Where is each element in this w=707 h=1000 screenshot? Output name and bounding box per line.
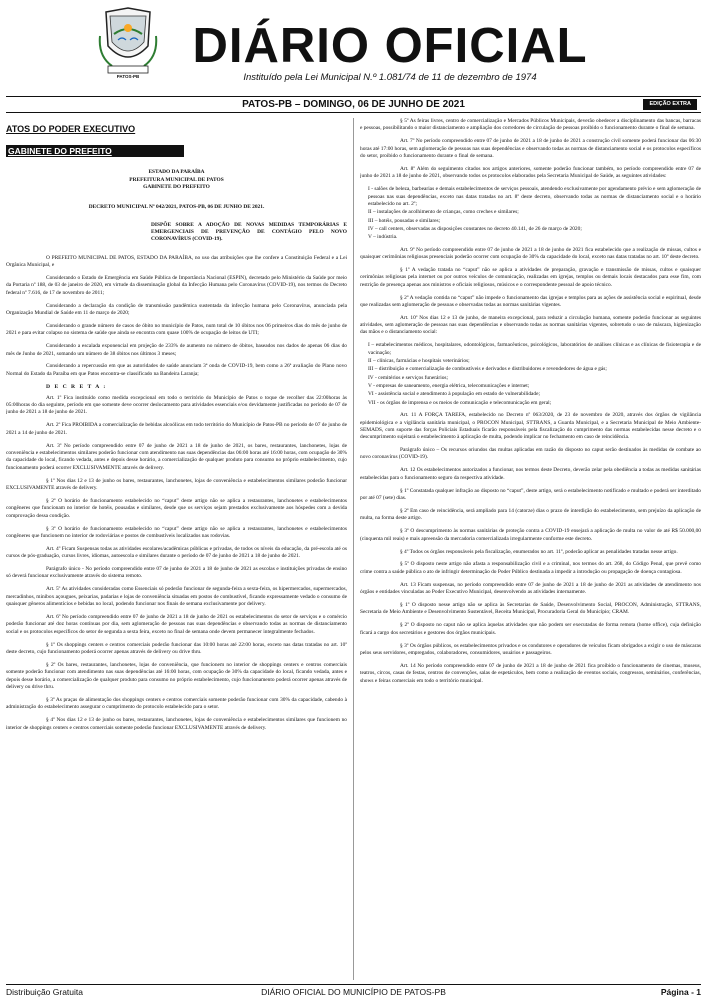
list-item: III – hotéis, pousadas e similares; (368, 217, 441, 224)
list-item: V – indústria. (368, 234, 398, 241)
article: Art. 7º No período compreendido entre 07 de junho de 2021 a 18 de junho de 2021 a construção civil somente poderá funcionar das 06:30 horas até 17:00 horas, sem aglomeração de pessoas nas suas dependências e observando todas as normas de distanciamento social e os protocolos específicos do setor, proibido o funcionamento durante o final de semana. (360, 138, 701, 159)
state-name: ESTADO DA PARAÍBA (148, 169, 205, 175)
article: § 2º Os bares, restaurantes, lanchonetes, lojas de conveniência, que funcionem no interior de shoppings centers e centros comerciais somente poderão funcionar com atendimento nas suas dependências até 16:00 horas, com ocupação de 30% da capacidade do local, ficando vedada, antes e depois desse horário, a comercialização de qualquer produto para consumo no próprio estabelecimento, cujo funcionamento poderá ocorrer apenas através de delivery ou drive thru. (6, 661, 347, 690)
article: Art. 5º As atividades consideradas como Essenciais só poderão funcionar de segunda-feira a sexta-feira, os hipermercados, supermercados, mercadinhos, minibox açougues, peixarias, padarias e lojas de conveniência situadas em postos de combustível, ficando expressamente vedado o consumo de quaisquer gêneros alimentícios e bebidas no local, podendo funcionar nos finais de semana exclusivamente por delivery. (6, 586, 347, 608)
section-title: ATOS DO PODER EXECUTIVO (6, 124, 136, 134)
list-item: II – instalações de acolhimento de crianças, como creches e similares; (368, 209, 519, 216)
article: Art. 11 A FORÇA TAREFA, estabelecido no Decreto nº 063/2020, de 23 de novembro de 2020, através dos órgãos de vigilância epidemiológica e a vigilância sanitária municipal, o PROCON Municipal, STTRANS, a Guarda Municipal, e a Secretaria Municipal de Meio Ambiente-SEMADS, com suporte das forças Policiais Estaduais ficarão responsáveis pela fiscalização do cumprimento das normas estabelecidas nesse decreto e o descumprimento sujeitará o estabelecimento à aplicação de multa, podendo implicar no fechamento em caso de reincidência. (360, 412, 701, 441)
subsection-title: GABINETE DO PREFEITO (6, 145, 184, 157)
list-item: VI - assistência social e atendimento à população em estado de vulnerabilidade; (368, 391, 540, 398)
article: § 2º O disposto no caput não se aplica àquelas atividades que não podem ser executadas de forma remota (home office), cuja definição ficará a cargo dos secretários e gestores dos órgãos municipais. (360, 622, 701, 636)
article: § 2º O horário de funcionamento estabelecido no “caput” deste artigo não se aplica a restaurantes, lanchonetes e estabelecimentos congêneres que funcionam no interior de hotéis, pousadas e similares, desde que os serviços sejam prestados exclusivamente aos hóspedes com a devida comprovação dessa condição. (6, 497, 347, 519)
article: § 4º Todos os órgãos responsáveis pela fiscalização, enumerados no art. 11º, poderão aplicar as penalidades tratadas nesse artigo. (400, 548, 678, 555)
list-item: II – clínicas, farmácias e hospitais veterinários; (368, 358, 470, 365)
article: § 5º O disposto neste artigo não afasta a responsabilização civil e a criminal, nos termos do art. 268, do Código Penal, que prevê como crime contra a saúde pública o ato de infringir determinação do Poder Público destinada a impedir a introdução ou propagação de doença contagiosa. (360, 561, 701, 575)
article: § 1º O disposto nesse artigo não se aplica às Secretarias de Saúde, Desenvolvimento Social, PROCON, Administração, STTRANS, Secretaria de Meio Ambiente e Desenvolvimento Sustentável, Receita Municipal, Procuradoria Geral do Município; CRAM. (360, 602, 701, 616)
prefecture-name: PREFEITURA MUNICIPAL DE PATOS (129, 176, 224, 183)
article: § 4º Nos dias 12 e 13 de junho os bares, restaurantes, lanchonetes, lojas de conveniência e estabelecimentos similares que funcionem no interior de shoppings centers e centros comerciais somente poderão funcionar EXCLUSIVAMENTE através de delivery. (6, 717, 347, 731)
article: Art. 14 No período compreendido entre 07 de junho de 2021 a 18 de junho de 2021 fica proibido o funcionamento de cinemas, museus, teatros, circos, casas de festas, centros de convenções, salas de espetáculos, bem como a realização de eventos sociais, congressos, seminários, conferências, shows e feiras comerciais em todo o território municipal. (360, 662, 701, 684)
crest-caption: PATOS-PB (116, 74, 140, 79)
list-item: III – distribuição e comercialização de combustíveis e derivados e distribuidores e revendedores de água e gás; (368, 366, 607, 373)
page-footer (6, 984, 701, 999)
article: § 1º Nos dias 12 e 13 de junho os bares, restaurantes, lanchonetes, lojas de conveniência e estabelecimentos similares poderão funcionar EXCLUSIVAMENTE através de delivery. (6, 477, 347, 491)
article: Art. 3º No período compreendido entre 07 de junho de 2021 a 18 de junho de 2021, os bares, restaurantes, lanchonetes, lojas de conveniência e estabelecimentos similares poderão funcionar com atendimento nas suas dependências das 06:00 horas até 16:00 horas, com ocupação de 30% da capacidade do local, ficando vedada, antes e depois desse horário, a comercialização de qualquer produto para consumo no próprio estabelecimento, cujo funcionamento poderá ocorrer EXCLUSIVAMENTE através de delivery. (6, 442, 347, 471)
preamble (6, 255, 347, 378)
government-header (6, 169, 347, 192)
dateline-bar (6, 96, 701, 113)
essential-activity-list (360, 342, 701, 407)
decree-summary: DISPÕE SOBRE A ADOÇÃO DE NOVAS MEDIDAS TEMPORÁRIAS E EMERGENCIAIS DE PREVENÇÃO DE CONTÁGIO PELO NOVO CORONAVÍRUS (COVID-19). (151, 221, 347, 242)
list-item: I - salões de beleza, barbearias e demais estabelecimentos de serviços pessoais, atendendo exclusivamente por agendamento prévio e sem aglomeração de pessoas nas suas dependências, exceto nas datas tratadas no art. 8º deste decreto, observando todas as normas de distanciamento social e o horário estabelecido no art. 2º; (368, 186, 701, 207)
list-item: IV - cemitérios e serviços funerários; (368, 374, 448, 381)
article: § 2º A vedação contida no “caput” não impede o funcionamento das igrejas e templos para as ações de assistência social e espiritual, desde que realizadas sem aglomeração de pessoas e observadas todas as normas sanitárias vigentes. (360, 294, 701, 308)
column-divider (353, 118, 354, 980)
article: Art. 13 Ficam suspensas, no período compreendido entre 07 de junho de 2021 a 18 de junho de 2021 as atividades de atendimento nos órgãos e entidades vinculadas ao Poder Executivo Municipal, desenvolvendo as atividades internamente. (360, 581, 701, 596)
article: § 2º Em caso de reincidência, será ampliado para 14 (catorze) dias o prazo de interdição do estabelecimento, sem prejuízo da aplicação de multa, na forma deste artigo. (360, 507, 701, 522)
article: Art. 4º Ficam Suspensas todas as atividades escolares/acadêmicas públicas e privadas, de todos os níveis da educação, da pré-escola até os cursos de pós-graduação, cursos livres, idiomas, autoescola e similares durante o período de 07 de junho de 2021 a 18 de junho de 2021. (6, 545, 347, 560)
masthead (0, 0, 707, 95)
article: Art. 9º No período compreendido entre 07 de junho de 2021 a 18 de junho de 2021 fica estabelecido que a realização de missas, cultos e quaisquer cerimônias religiosas presenciais poderão ocorrer com ocupação de 30% da capacidade do local, exceto nas datas tratadas no art. 10º deste decreto. (360, 246, 701, 260)
articles (6, 395, 347, 732)
list-item: VII - os órgãos de imprensa e os meios de comunicação e telecomunicação em geral; (368, 399, 552, 406)
paragraph: Considerando o Estado de Emergência em Saúde Pública de Importância Nacional (ESPIN), decretado pelo Ministério da Saúde por meio da Portaria nº 188, de 03 de janeiro de 2020, em virtude da disseminação global da Infecção Humana pelo Coronavírus (COVID-19), nos termos do Decreto federal nº 7.616, de 17 de novembro de 2011; (6, 275, 347, 296)
article: Art. 6º No período compreendido entre 07 de junho de 2021 a 18 de junho de 2021 os estabelecimentos do setor de serviços e o comércio poderão funcionar até doz horas contínuas por dia, sem aglomeração de pessoas nas suas dependências e observando todas as normas de distanciamento social e os protocolos específicos do setor de segunda a sexta feira, exceto no final de semana onde devem permanecer integralmente fechados. (6, 614, 347, 635)
article: Parágrafo único – Os recursos oriundos das multas aplicadas em razão do disposto no caput serão destinados às medidas de combate ao novo coronavírus (COVID-19). (360, 447, 701, 461)
list-item: IV – call centers, observadas as disposições constantes no decreto 40.141, de 26 de março de 2020; (368, 225, 582, 232)
article: § 3º Os órgãos públicos, os estabelecimentos privados e os condutores e operadores de veículos ficam obrigados a exigir o uso de máscaras pelos seus servidores, empregados, colaboradores, consumidores, usuários e passageiros. (360, 642, 701, 656)
decree-title: DECRETO MUNICIPAL Nº 042/2021, PATOS-PB, 06 DE JUNHO DE 2021. (88, 203, 265, 210)
paragraph: Considerando a repercussão em que as autoridades de saúde anunciam 3ª onda de COVID-19, bem como a 26ª avaliação do Plano novo Normal do Estado da Paraíba em que Patos encontra-se classificado na Bandeira Laranja; (6, 363, 347, 377)
article: Art. 8º Além do seguimento citados nos artigos anteriores, somente poderão funcionar também, no período compreendido entre 07 de junho de 2021 a 18 de junho de 2021, observando todos os protocolos elaborados pela Secretaria Municipal de Saúde, as seguintes atividades: (360, 165, 701, 180)
article: Parágrafo único - No período compreendido entre 07 de junho de 2021 a 18 de junho de 2021 as escolas e instituições privadas de ensino só deverá funcionar exclusivamente através do sistema remoto. (6, 566, 347, 580)
paragraph: O PREFEITO MUNICIPAL DE PATOS, ESTADO DA PARAÍBA, no uso das atribuições que lhe confere a Constituição Federal e a Lei Orgânica Municipal, e (6, 254, 347, 269)
article: Art. 12 Os estabelecimentos autorizados a funcionar, nos termos deste Decreto, deverão zelar pela obediência a todas as medidas sanitárias estabelecidas para o funcionamento seguro da respectiva atividade. (360, 467, 701, 481)
article: § 1º A vedação tratada no “caput” não se aplica a atividades de preparação, gravação e transmissão de missas, cultos e quaisquer cerimônias religiosas pela internet ou por outros veículos de comunicação, realizadas em igrejas, templos ou demais locais destacados para esse fim, com restrição de presença apenas aos ministros e oficiais religiosos, músicos e o correspondente pessoal de apoio técnico. (360, 266, 701, 288)
right-column (360, 118, 701, 980)
left-column (6, 118, 347, 980)
article: § 1º Constatada qualquer infração ao disposto no “caput”, deste artigo, será o estabelecimento notificado e multado e poderá ser interditado por até 07 (sete) dias. (360, 487, 701, 502)
decreta-heading: D E C R E T A : (46, 383, 107, 390)
paragraph: Considerando o grande número de casos de óbito no município de Patos, num total de 10 óbitos nos 06 primeiros dias do mês de junho de 2021 e para evitar colapso no sistema de saúde que ainda se encontra com quase 100% de ocupação de leitos de UTI; (6, 322, 347, 337)
page-number: Página - 1 (660, 987, 701, 997)
list-item: I – estabelecimentos médicos, hospitalares, odontológicos, farmacêuticos, psicológicos, laboratórios de análises clínicas e as clínicas de fisioterapia e de vacinação; (368, 342, 701, 356)
footer-publication: DIÁRIO OFICIAL DO MUNICÍPIO DE PATOS-PB (261, 987, 446, 997)
article: Art. 2º Fica PROIBIDA a comercialização de bebidas alcoólicas em todo território do Município de Patos-PB no período de 07 de junho de 2021 a 14 de junho de 2021. (6, 422, 347, 436)
office-name: GABINETE DO PREFEITO (143, 184, 210, 191)
article: § 3º O descumprimento às normas sanitárias de proteção contra a COVID-19 ensejará a aplicação de multa no valor de até R$ 50.000,00 (cinquenta mil reais) e mais apreensão da mercadoria comercializada irregularmente conforme este decreto. (360, 528, 701, 542)
municipal-crest-icon (98, 6, 158, 76)
list-item: V - empresas de saneamento, energia elétrica, telecomunicações e internet; (368, 383, 530, 390)
article: Art. 1º Fica instituído como medida excepcional em todo o território do Município de Patos o toque de recolher das 22:00horas às 05:00horas do dia seguinte, período em que somente deve ocorrer deslocamento para atividades essenciais e/ou devidamente justificadas no período de 07 de junho de 2021 a 18 de junho de 2021. (6, 394, 347, 416)
newspaper-title: DIÁRIO OFICIAL (192, 19, 588, 73)
article: § 5º As feiras livres, centro de comercialização e Mercados Públicos Municipais, deverão obedecer a disciplinamento das bancas, barracas e pessoas, possibilitando o maior distanciamento e ampliação dos corredores de circulação de pessoas proibido o funcionamento durante o final de semana. (360, 118, 701, 132)
dateline: PATOS-PB – DOMINGO, 06 DE JUNHO DE 2021 (242, 99, 465, 110)
footer-distribution: Distribuição Gratuita (6, 987, 84, 997)
paragraph: Considerando a declaração da condição de transmissão pandêmica sustentada da infecção humana pelo Coronavírus, anunciada pela Organização Mundial de Saúde em 11 de março de 2020; (6, 302, 347, 316)
article: § 3º As praças de alimentação dos shoppings centers e centros comerciais somente poderão funcionar com 30% da capacidade, cabendo à administração do estabelecimento assegurar o cumprimento do protocolo estabelecido para o setor. (6, 696, 347, 711)
newspaper-subtitle: Instituído pela Lei Municipal N.º 1.081/74 de 11 de dezembro de 1974 (243, 72, 537, 83)
activity-list (360, 186, 701, 241)
edition-badge: EDIÇÃO EXTRA (643, 99, 697, 110)
article: § 1º Os shoppings centers e centros comerciais poderão funcionar das 10:00 horas até 22:00 horas, exceto nas datas tratadas no art. 10º deste decreto, cujo funcionamento poderá ocorrer apenas através de delivery ou drive thru. (6, 641, 347, 655)
article: Art. 10º Nos dias 12 e 13 de junho, de maneira excepcional, para reduzir a circulação humana, somente poderão funcionar as seguintes atividades, sem aglomeração de pessoas nas suas dependências e observando todas as normas sanitárias vigentes, sobretudo o uso de máscara, higienização das mãos e o distanciamento social: (360, 314, 701, 336)
paragraph: Considerando a escalada exponencial em projeção de 233% de aumento no número de óbitos, baseados nos dados de apenas 06 dias do mês de Junho de 2021, somando um número de 38 óbitos nos últimos 3 meses; (6, 343, 347, 357)
article: § 3º O horário de funcionamento estabelecido no “caput” deste artigo não se aplica a restaurantes, lanchonetes e estabelecimentos congêneres que funcionem no interior de rodoviárias e postos de combustíveis localizados nas rodovias. (6, 525, 347, 539)
